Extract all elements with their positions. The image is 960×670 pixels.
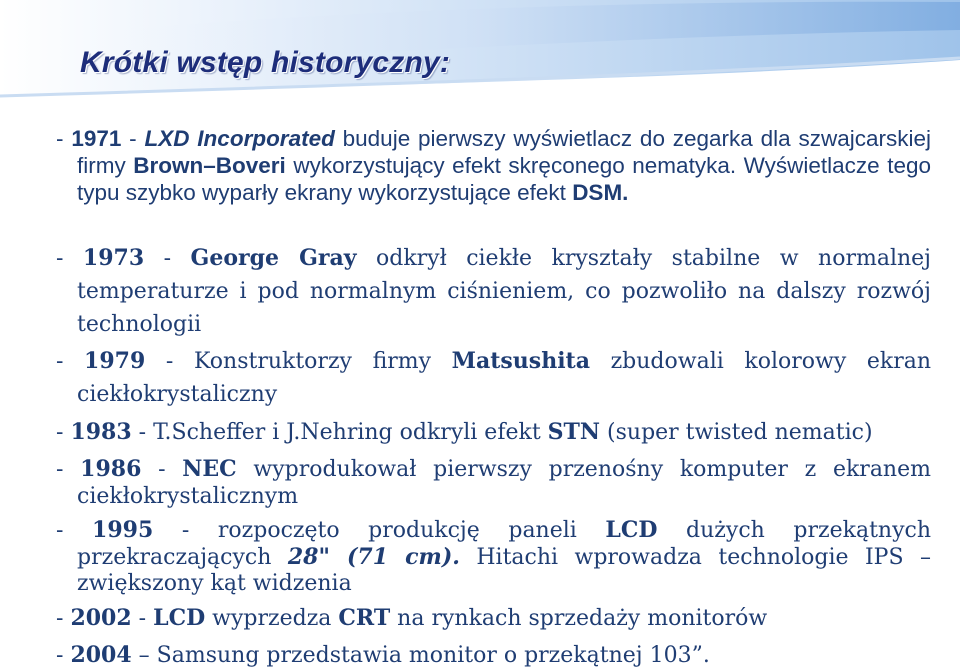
history-item-1971 — [56, 125, 931, 206]
abbreviation: STN — [547, 419, 601, 445]
history-item-1995 — [56, 517, 931, 597]
item-text: Hitachi wprowadza technologie IPS – zwiększony kąt widzenia — [77, 545, 931, 596]
person-name: George Gray — [190, 245, 357, 271]
item-separator: - — [153, 518, 218, 543]
item-year: 2004 — [70, 642, 132, 668]
item-text: T.Scheffer i J.Nehring odkryli efekt — [153, 420, 548, 445]
item-year: 1983 — [70, 419, 132, 445]
item-year: 1979 — [84, 348, 146, 374]
item-text: rozpoczęto produkcję paneli — [217, 518, 606, 543]
item-separator: - — [144, 246, 191, 271]
item-year: 1986 — [80, 456, 142, 482]
item-text: wykorzystujący efekt skręconego nematyka. Wyświetlacze tego typu szybko wyparły ekrany wykorzystujące efekt — [77, 153, 931, 205]
abbreviation: DSM. — [572, 180, 629, 205]
item-separator: - — [131, 606, 154, 631]
item-year: 1971 — [71, 126, 122, 151]
history-item-1986 — [56, 456, 931, 510]
item-separator: - — [141, 457, 183, 482]
history-item-2004 — [56, 642, 910, 669]
abbreviation: CRT — [338, 605, 391, 631]
item-text: Konstruktorzy firmy — [193, 349, 452, 374]
brand-name: Matsushita — [451, 348, 590, 374]
item-dash: - — [56, 643, 71, 668]
item-dash: - — [56, 349, 85, 374]
item-dash: - — [56, 606, 71, 631]
item-separator: - — [131, 420, 154, 445]
size-value: 28" (71 cm). — [287, 544, 460, 570]
company-name: LXD Incorporated — [144, 126, 335, 151]
item-separator: - — [145, 349, 194, 374]
item-text: wyprzedza — [205, 606, 339, 631]
history-item-1973 — [56, 242, 931, 341]
history-item-1983 — [56, 419, 910, 446]
item-text: odkrył ciekłe kryształy stabilne w normalnej temperaturze i pod normalnym ciśnieniem, co pozwoliło na dalszy rozwój technologii — [77, 246, 931, 337]
item-text: wyprodukował pierwszy przenośny komputer z ekranem ciekłokrystalicznym — [77, 457, 931, 509]
item-text: dużych przekątnych przekraczających — [77, 518, 931, 570]
item-year: 1995 — [92, 517, 154, 543]
item-dash: - — [56, 246, 83, 271]
brand-name: Brown–Boveri — [133, 153, 286, 178]
item-text: (super twisted nematic) — [600, 420, 873, 445]
brand-name: NEC — [182, 456, 237, 482]
abbreviation: LCD — [605, 517, 658, 543]
item-text: – Samsung przedstawia monitor o przekątnej 103”. — [131, 643, 710, 668]
slide-title: Krótki wstęp historyczny: — [80, 46, 451, 79]
item-dash: - — [56, 518, 93, 543]
history-item-2002 — [56, 605, 910, 632]
history-item-1979 — [56, 345, 931, 411]
item-year: 1973 — [82, 245, 145, 271]
item-text: zbudowali kolorowy ekran ciekłokrystaliczny — [77, 349, 932, 407]
item-separator: - — [121, 126, 145, 151]
item-dash: - — [56, 126, 72, 151]
item-dash: - — [56, 457, 81, 482]
item-text: buduje pierwszy wyświetlacz do zegarka dla szwajcarskiej firmy — [77, 126, 931, 178]
abbreviation: LCD — [153, 605, 206, 631]
item-dash: - — [56, 420, 71, 445]
item-text: na rynkach sprzedaży monitorów — [390, 606, 768, 631]
item-year: 2002 — [70, 605, 132, 631]
header-band — [0, 0, 960, 110]
